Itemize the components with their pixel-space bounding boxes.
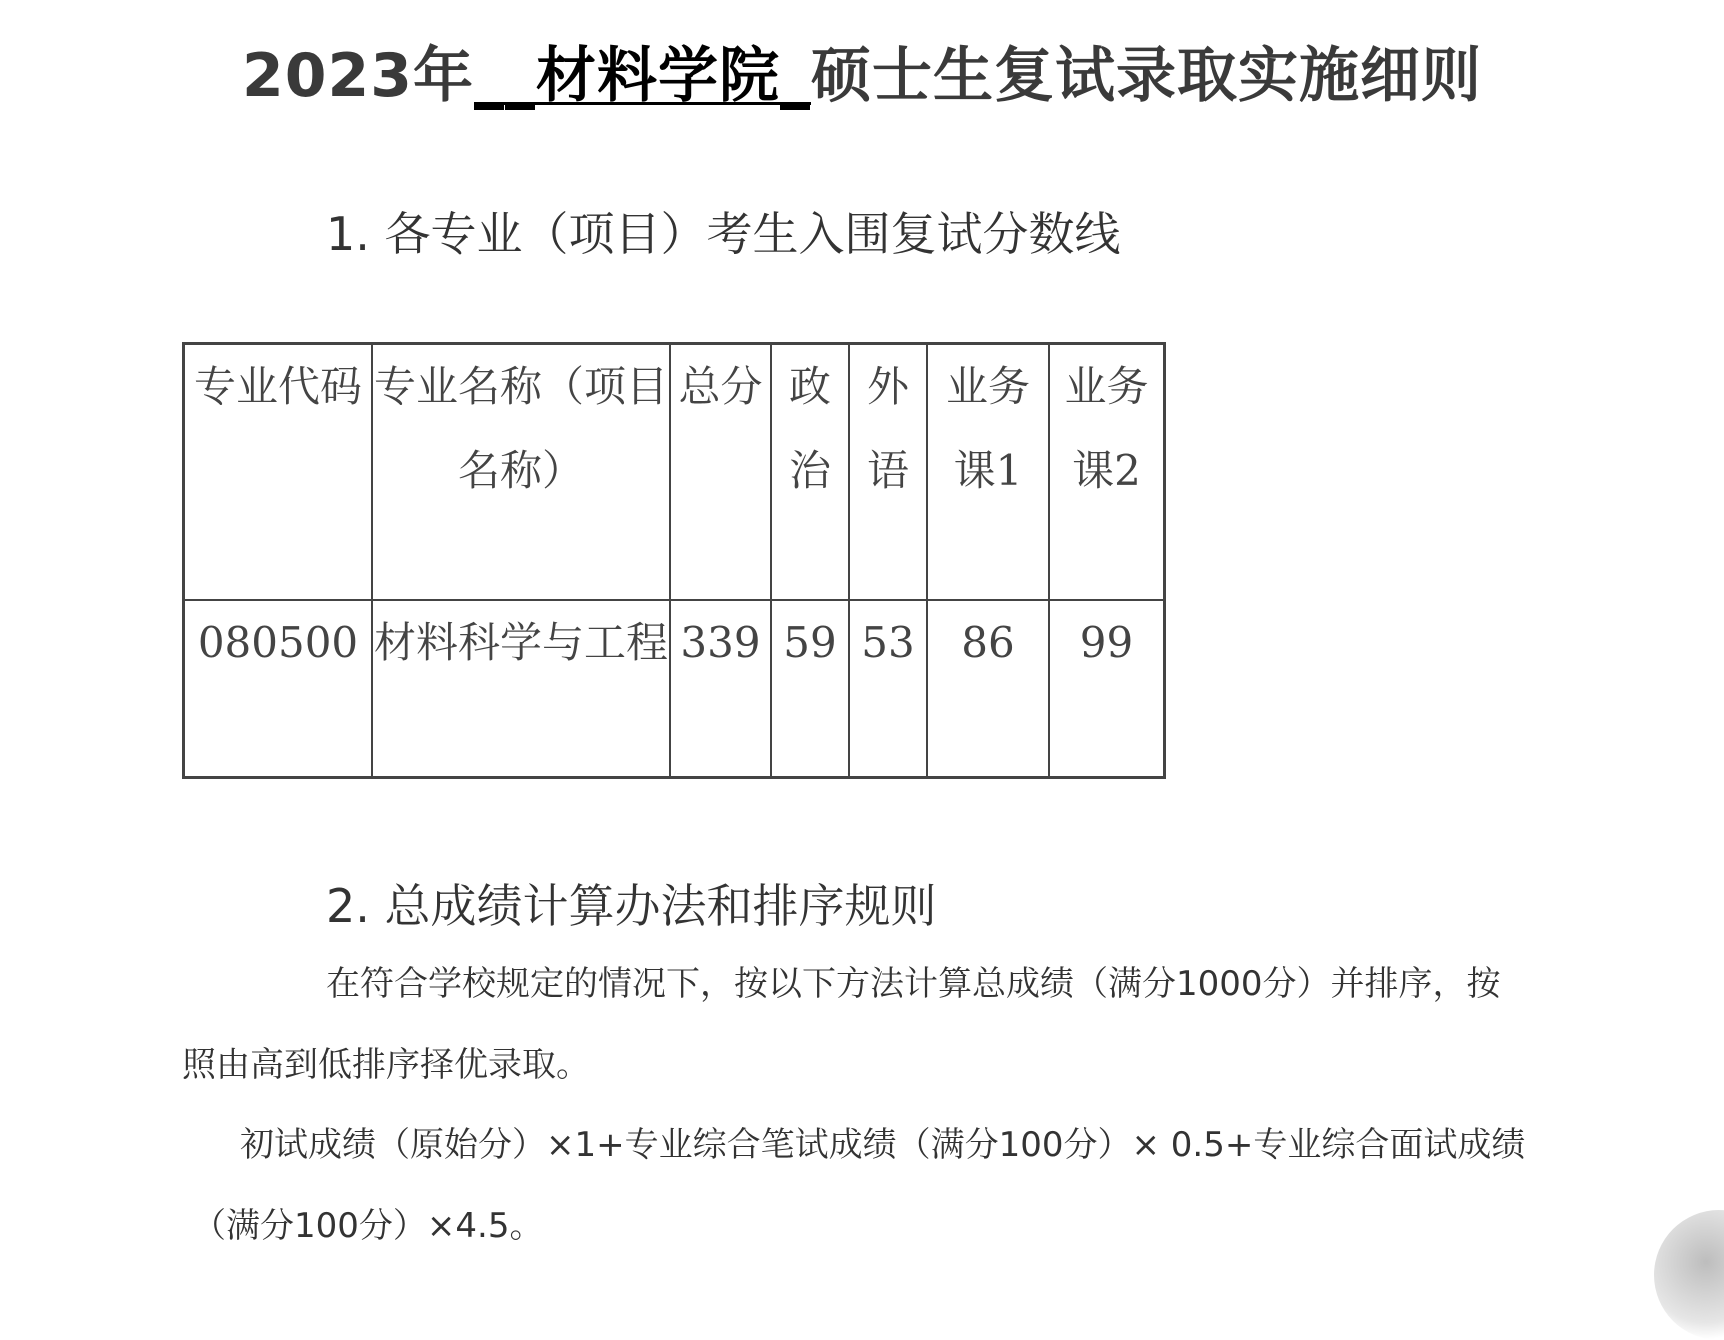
document-title	[0, 28, 1724, 114]
header-subject-1: 业务课1	[927, 344, 1049, 600]
cell-foreign-language: 53	[849, 600, 927, 778]
cell-subject-2: 99	[1049, 600, 1165, 778]
title-college-name: __材料学院_	[474, 41, 811, 111]
header-subject-2: 业务课2	[1049, 344, 1165, 600]
paragraph-1-line-1: 在符合学校规定的情况下，按以下方法计算总成绩（满分1000分）并排序，按	[326, 964, 1501, 1004]
header-major-name: 专业名称（项目名称）	[372, 344, 670, 600]
cell-subject-1: 86	[927, 600, 1049, 778]
header-politics: 政治	[771, 344, 849, 600]
cell-total-score: 339	[670, 600, 771, 778]
header-major-code: 专业代码	[184, 344, 373, 600]
header-foreign-language: 外语	[849, 344, 927, 600]
table-header-row	[184, 344, 1165, 600]
paragraph-1-line-2: 照由高到低排序择优录取。	[182, 1045, 590, 1085]
cell-major-name: 材料科学与工程	[372, 600, 670, 778]
cell-major-code: 080500	[184, 600, 373, 778]
section2-heading: 2. 总成绩计算办法和排序规则	[326, 879, 937, 933]
formula-line-1: 初试成绩（原始分）×1+专业综合笔试成绩（满分100分）× 0.5+专业综合面试成绩	[240, 1125, 1526, 1165]
header-total-score: 总分	[670, 344, 771, 600]
title-suffix: 硕士生复试录取实施细则	[811, 41, 1482, 111]
score-table	[182, 342, 1166, 779]
formula-line-2: （满分100分）×4.5。	[192, 1206, 544, 1246]
table-row	[184, 600, 1165, 778]
cell-politics: 59	[771, 600, 849, 778]
title-year: 2023年	[242, 41, 474, 111]
section1-heading: 1. 各专业（项目）考生入围复试分数线	[326, 207, 1121, 261]
corner-decoration	[1654, 1210, 1724, 1340]
